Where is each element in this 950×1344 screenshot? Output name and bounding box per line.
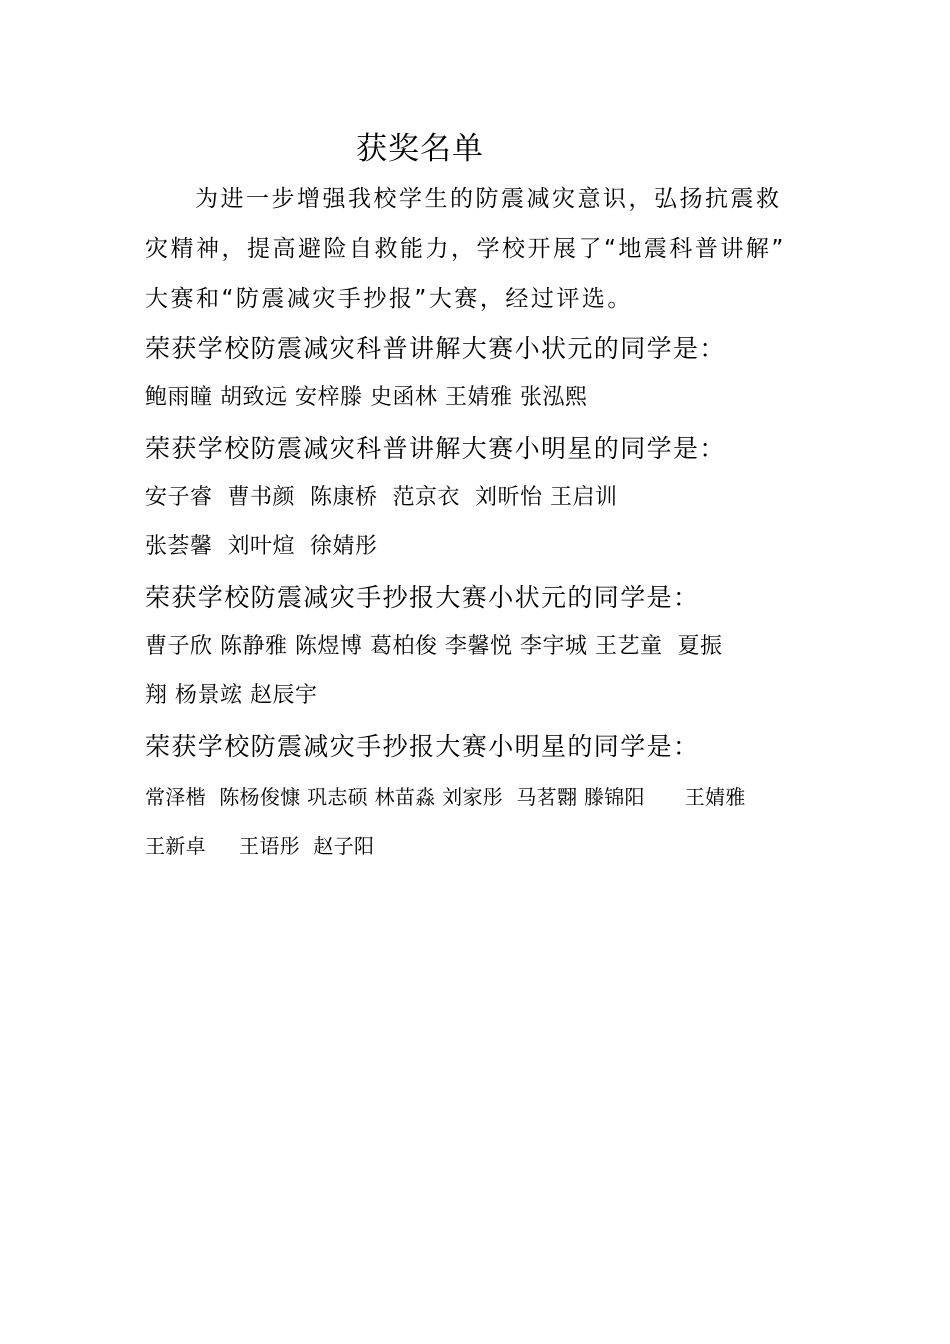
names-line-4-2: 王新卓 王语彤 赵子阳 [145,834,375,858]
intro-line-3: 大赛和“防震减灾手抄报”大赛，经过评选。 [145,286,633,312]
section-heading-1: 荣获学校防震减灾科普讲解大赛小状元的同学是： [145,334,726,363]
names-line-3-1: 曹子欣 陈静雅 陈煜博 葛柏俊 李馨悦 李宇城 王艺童 夏振 [145,634,723,659]
names-line-4-1: 常泽楷 陈杨俊慷 巩志硕 林苗淼 刘家彤 马茗翾 滕锦阳 王婧雅 [145,785,746,809]
names-line-1-1: 鲍雨瞳 胡致远 安梓滕 史函林 王婧雅 张泓熙 [145,385,588,410]
section-heading-4: 荣获学校防震减灾手抄报大赛小明星的同学是： [145,732,700,761]
document-title: 获奖名单 [356,131,484,167]
intro-line-1: 为进一步增强我校学生的防震减灾意识，弘扬抗震救 [195,186,782,212]
names-line-2-1: 安子睿 曹书颜 陈康桥 范京衣 刘昕怡 王启训 [145,485,618,510]
names-line-3-2: 翔 杨景竤 赵辰宇 [145,683,318,708]
names-line-2-2: 张荟馨 刘叶煊 徐婧彤 [145,534,378,559]
intro-line-2: 灾精神，提高避险自救能力，学校开展了“地震科普讲解” [145,236,786,262]
section-heading-2: 荣获学校防震减灾科普讲解大赛小明星的同学是： [145,434,726,463]
section-heading-3: 荣获学校防震减灾手抄报大赛小状元的同学是： [145,583,700,612]
